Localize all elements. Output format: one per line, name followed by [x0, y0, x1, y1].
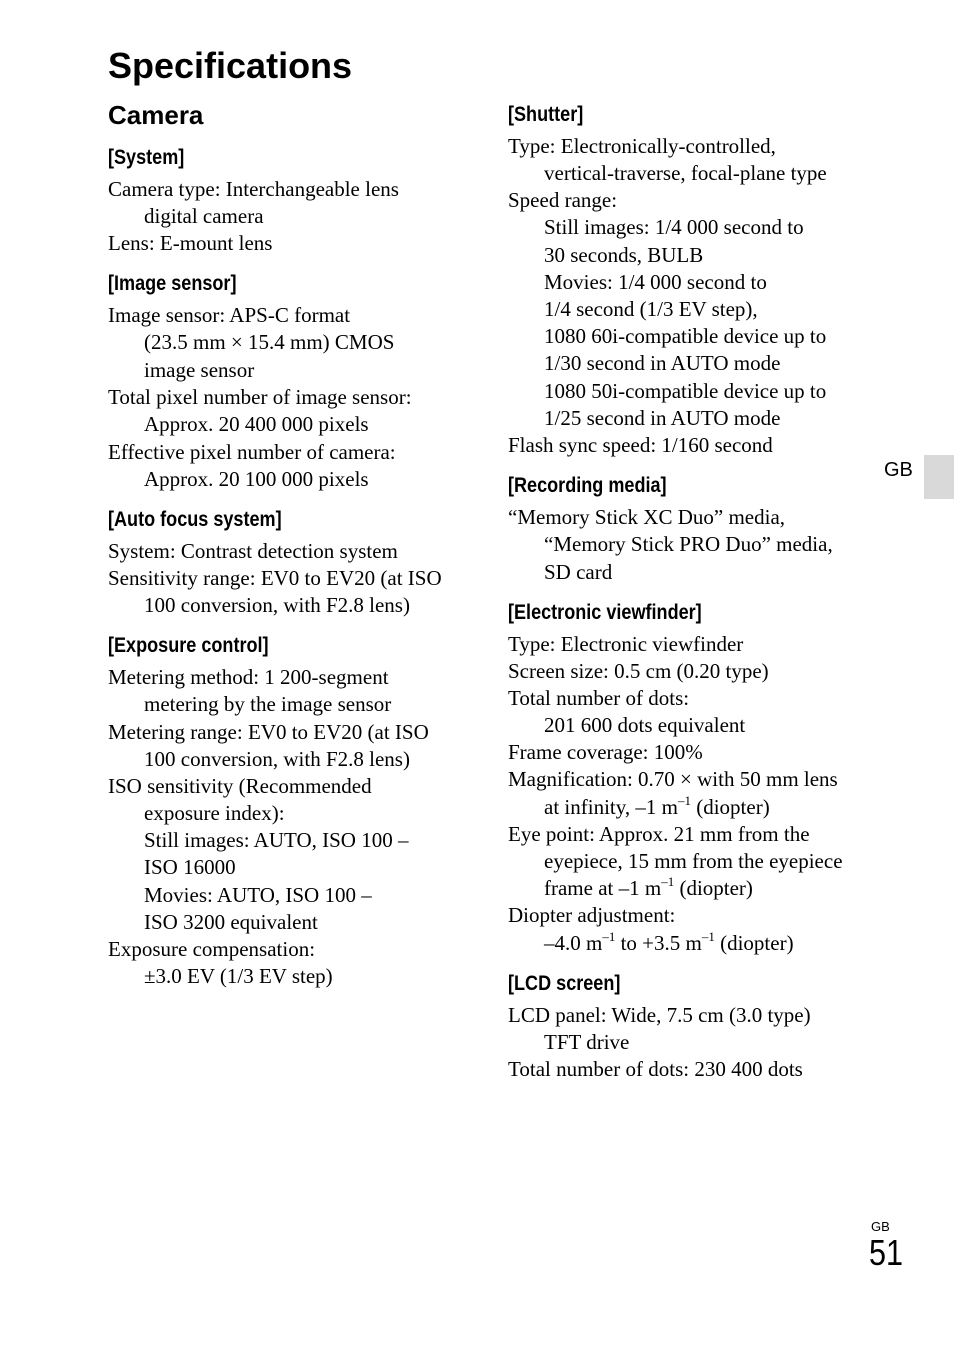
spec-line — [508, 875, 753, 902]
footer-region-label: GB — [871, 1219, 890, 1234]
spec-text: (diopter) — [714, 931, 794, 955]
superscript: –1 — [602, 929, 616, 944]
viewfinder-heading: [Electronic viewfinder] — [508, 601, 702, 624]
spec-line: TFT drive — [544, 1030, 630, 1054]
spec-line: digital camera — [144, 204, 264, 228]
spec-line: Frame coverage: 100% — [508, 740, 703, 764]
spec-line: ±3.0 EV (1/3 EV step) — [144, 964, 333, 988]
side-tab — [924, 455, 954, 499]
spec-line: Approx. 20 400 000 pixels — [144, 412, 369, 436]
spec-line: Movies: AUTO, ISO 100 – — [144, 883, 372, 907]
spec-text: –4.0 m — [544, 931, 603, 955]
shutter-heading: [Shutter] — [508, 103, 584, 126]
camera-heading: Camera — [108, 100, 204, 130]
page-title: Specifications — [108, 45, 353, 86]
spec-text: (diopter) — [690, 795, 770, 819]
lcd-heading: [LCD screen] — [508, 972, 621, 995]
spec-line: 100 conversion, with F2.8 lens) — [144, 747, 410, 771]
spec-line: Type: Electronic viewfinder — [508, 632, 744, 656]
spec-line: LCD panel: Wide, 7.5 cm (3.0 type) — [508, 1003, 811, 1027]
spec-line: metering by the image sensor — [144, 692, 392, 716]
spec-line: 30 seconds, BULB — [544, 243, 704, 267]
spec-line: 1/30 second in AUTO mode — [544, 351, 781, 375]
spec-line: 1/4 second (1/3 EV step), — [544, 297, 758, 321]
spec-line: Lens: E-mount lens — [108, 231, 273, 255]
spec-line: ISO sensitivity (Recommended — [108, 774, 372, 798]
spec-text: frame at –1 m — [544, 876, 662, 900]
spec-line: image sensor — [144, 358, 255, 382]
superscript: –1 — [701, 929, 715, 944]
spec-line: Type: Electronically-controlled, — [508, 134, 776, 158]
spec-line: ISO 3200 equivalent — [144, 910, 318, 934]
superscript: –1 — [677, 793, 691, 808]
spec-line: Metering method: 1 200-segment — [108, 665, 389, 689]
spec-line: Eye point: Approx. 21 mm from the — [508, 822, 810, 846]
spec-line: eyepiece, 15 mm from the eyepiece — [544, 849, 843, 873]
spec-line: Magnification: 0.70 × with 50 mm lens — [508, 767, 838, 791]
spec-line: Sensitivity range: EV0 to EV20 (at ISO — [108, 566, 442, 590]
superscript: –1 — [661, 874, 675, 889]
image-sensor-heading: [Image sensor] — [108, 272, 237, 295]
spec-line: Diopter adjustment: — [508, 903, 676, 927]
spec-line: “Memory Stick XC Duo” media, — [508, 505, 786, 529]
spec-line: Still images: AUTO, ISO 100 – — [144, 828, 409, 852]
spec-line: vertical-traverse, focal-plane type — [544, 161, 827, 185]
system-heading: [System] — [108, 146, 185, 169]
spec-line: Still images: 1/4 000 second to — [544, 215, 804, 239]
spec-text: (diopter) — [674, 876, 753, 900]
spec-line: SD card — [544, 560, 613, 584]
spec-line: (23.5 mm × 15.4 mm) CMOS — [144, 330, 395, 354]
recording-media-heading: [Recording media] — [508, 474, 667, 497]
exposure-heading: [Exposure control] — [108, 634, 269, 657]
spec-line: ISO 16000 — [144, 855, 236, 879]
spec-line: 1080 50i-compatible device up to — [544, 379, 827, 403]
spec-line: Movies: 1/4 000 second to — [544, 270, 767, 294]
spec-line: Approx. 20 100 000 pixels — [144, 467, 369, 491]
auto-focus-heading: [Auto focus system] — [108, 508, 282, 531]
page-number: 51 — [869, 1232, 904, 1273]
spec-text: at infinity, –1 m — [544, 795, 678, 819]
spec-line: Total pixel number of image sensor: — [108, 385, 412, 409]
spec-line: 1080 60i-compatible device up to — [544, 324, 827, 348]
spec-line: Exposure compensation: — [108, 937, 316, 961]
spec-line: Effective pixel number of camera: — [108, 440, 396, 464]
spec-line: Flash sync speed: 1/160 second — [508, 433, 773, 457]
spec-line: 100 conversion, with F2.8 lens) — [144, 593, 410, 617]
spec-line: 1/25 second in AUTO mode — [544, 406, 781, 430]
spec-line: Image sensor: APS-C format — [108, 303, 351, 327]
spec-line: Speed range: — [508, 188, 618, 212]
spec-line — [508, 930, 794, 957]
spec-line — [508, 794, 770, 821]
side-tab-label: GB — [884, 459, 913, 481]
spec-text: to +3.5 m — [615, 931, 702, 955]
spec-line: Total number of dots: — [508, 686, 690, 710]
spec-line: Total number of dots: 230 400 dots — [508, 1057, 803, 1081]
spec-line: “Memory Stick PRO Duo” media, — [544, 532, 833, 556]
spec-line: 201 600 dots equivalent — [544, 713, 746, 737]
spec-line: Screen size: 0.5 cm (0.20 type) — [508, 659, 769, 683]
spec-line: Camera type: Interchangeable lens — [108, 177, 399, 201]
spec-line: exposure index): — [144, 801, 285, 825]
spec-line: System: Contrast detection system — [108, 539, 398, 563]
spec-line: Metering range: EV0 to EV20 (at ISO — [108, 720, 429, 744]
